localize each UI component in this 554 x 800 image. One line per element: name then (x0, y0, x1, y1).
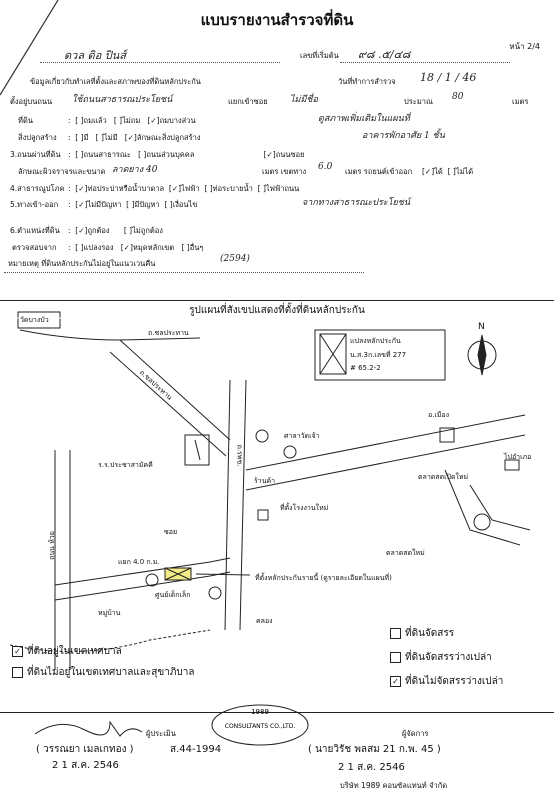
map-legend-line1: แปลงหลักประกัน (350, 337, 401, 345)
map-label-canal: คลอง (256, 617, 273, 625)
legend-checkbox: ✓ (12, 646, 23, 657)
legend-checkbox (390, 652, 401, 663)
stamp-top: 1989 (251, 708, 269, 716)
row4-label: 3.ถนนผ่านที่ดิน (10, 150, 61, 159)
subject-arrow (196, 574, 250, 575)
map-label-factory: ที่ตั้งโรงงานใหม่ (280, 504, 329, 512)
row5-car-label: เมตร รถยนต์เข้าออก (345, 167, 413, 176)
map-label-school: ร.ร.ประชาสามัคคี (98, 461, 153, 469)
surveyor-date: 2 1 ส.ค. 2546 (52, 760, 119, 771)
doc-no-line (340, 62, 510, 63)
stamp-mid: CONSULTANTS CO.,LTD. (224, 723, 296, 730)
manager-name: ( นายวิรัช พลสม 21 ก.พ. 45 ) (308, 744, 441, 755)
row2-label: ที่ดิน (18, 116, 33, 125)
manager-role: ผู้จัดการ (402, 729, 429, 738)
north-arrow (468, 335, 496, 375)
row1-mid-value: ไม่มีชื่อ (290, 95, 318, 105)
map-label-right-a: อ.เมือง (428, 411, 450, 419)
row7-label: 5.ทางเข้า-ออก (10, 200, 59, 209)
row1-dist: 80 (452, 92, 464, 102)
row4-opts: : [ ]ถนนสาธารณะ [ ]ถนนส่วนบุคคล [✓]ถนนซอย (68, 150, 305, 159)
row9-opts: : [ ]แปลงรอง [✓]หมุดหลักเขต [ ]อื่นๆ (68, 243, 204, 252)
row2-value: ดูสภาพเพิ่มเติมในแผนที่ (318, 114, 410, 124)
remarks-line (4, 272, 364, 273)
row7-value: จากทางสาธารณะประโยชน์ (302, 198, 411, 208)
row3-opts: : [ ]มี [ ]ไม่มี [✓]ลักษณะสิ่งปลูกสร้าง (68, 133, 201, 142)
doc-no: ๙๘ .๕/๔๘ (358, 48, 411, 61)
map-legend-line3: # 65.2-2 (350, 364, 381, 372)
road-left (55, 450, 70, 670)
survey-date: 18 / 1 / 46 (420, 71, 477, 84)
doc-no-label: เลขที่เริ่มต้น (300, 51, 339, 60)
owner-line (40, 62, 280, 63)
map-label-subject: ที่ตั้งหลักประกันรายนี้ (ดูรายละเอียดในแผนที่) (255, 574, 392, 582)
row10-value: (2594) (220, 254, 250, 264)
row1-value: ใช้ถนนสาธารณประโยชน์ (72, 95, 173, 105)
legend-left-0: ✓ ที่ดินอยู่ในเขตเทศบาล (12, 644, 122, 659)
row1-dist-label: ประมาณ (404, 97, 433, 106)
map-label-side-left: ถนน ห้วย (47, 531, 56, 560)
row5-width: 6.0 (318, 162, 333, 172)
row10-label: หมายเหตุ ที่ดินหลักประกันไม่อยู่ในแนวเวนคืน (8, 259, 156, 268)
legend-checkbox (390, 628, 401, 639)
row1-unit: เมตร (512, 97, 529, 106)
map-label-road-top: ถ.ชลประทาน (148, 329, 189, 337)
factory-building (258, 510, 268, 520)
row1-mid: แยกเข้าซอย (228, 97, 268, 106)
manager-date: 2 1 ส.ค. 2546 (338, 762, 405, 773)
row1-label: ตั้งอยู่บนถนน (10, 97, 53, 106)
row5-width-label: เมตร เขตทาง (262, 167, 307, 176)
row9-label: ตรวจสอบจาก (12, 243, 57, 252)
map-label-road-v: ถ.รพช. (235, 444, 244, 467)
row5-label: ลักษณะผิวจราจรและขนาด (18, 167, 106, 176)
row3-value: อาคารพักอาศัย 1 ชั้น (362, 131, 445, 141)
surveyor-name: ( วรรณยา เมลเกทอง ) (36, 744, 134, 755)
page-title: แบบรายงานสำรวจที่ดิน (200, 11, 354, 29)
row5-car-opts: [✓]ได้ [ ]ไม่ได้ (422, 167, 474, 176)
owner-name: ดวล ดิอ ปินส์ (64, 49, 127, 62)
map-label-right-b: ไปอำเภอ (504, 453, 532, 461)
legend-right-0: ที่ดินจัดสรร (390, 626, 454, 641)
map-label-road-diag: ถ.ชลประทาน (137, 368, 174, 402)
legend-checkbox (12, 667, 23, 678)
map-label-soi: ซอย (164, 528, 178, 536)
section-heading: ข้อมูลเกี่ยวกับทำเลที่ตั้งและสภาพของที่ดินหลักประกัน (30, 77, 201, 86)
map-label-temple: ศาลาวัดเจ้า (284, 432, 320, 440)
surveyor-signature (30, 712, 150, 742)
company-stamp (210, 700, 310, 750)
row6-opts: : [✓]ท่อประปาหรือน้ำบาดาล [✓]ไฟฟ้า [ ]ท่อระบายน้ำ [ ]ไฟฟ้าถนน (68, 184, 300, 193)
legend-right-2: ✓ ที่ดินไม่จัดสรรว่างเปล่า (390, 674, 503, 689)
company-name: บริษัท 1989 คอนซัลแทนท์ จำกัด (340, 781, 448, 790)
map-label-right-c: ตลาดสดเปิดใหม่ (418, 473, 469, 481)
road-vertical (225, 380, 246, 630)
row8-label: 6.ตำแหน่งที่ดิน (10, 226, 60, 235)
map-label-km: แยก 4.0 ก.ม. (118, 558, 160, 566)
row5-value: ลาดยาง 40 (112, 165, 158, 175)
map-label-top-left-box: วัดบางบัว (20, 316, 49, 324)
surveyor-license: ส.44-1994 (170, 744, 222, 755)
north-label: N (478, 322, 485, 332)
row6-label: 4.สาธารณูปโภค (10, 184, 65, 193)
legend-right-1: ที่ดินจัดสรรว่างเปล่า (390, 650, 492, 665)
surveyor-role: ผู้ประเมิน (146, 729, 176, 738)
row2-opts: : [ ]ถมแล้ว [ ]ไม่ถม [✓]ถมบางส่วน (68, 116, 196, 125)
survey-date-label: วันที่ทำการสำรวจ (338, 77, 396, 86)
row3-label: สิ่งปลูกสร้าง (18, 133, 57, 142)
legend-checkbox: ✓ (390, 676, 401, 687)
map-label-center: ศูนย์เด็กเล็ก (155, 591, 191, 599)
page-number: หน้า 2/4 (509, 42, 540, 51)
map-label-shop: ร้านค้า (254, 477, 276, 485)
map-label-market: ตลาดสดใหม่ (386, 549, 425, 557)
row8-opts: : [✓]ถูกต้อง [ ]ไม่ถูกต้อง (68, 226, 163, 235)
map-legend-line2: น.ส.3ก.เลขที่ 277 (350, 351, 407, 359)
map-heading: รูปแผนที่สังเขปแสดงที่ตั้งที่ดินหลักประกัน (189, 305, 365, 316)
legend-left-1: ที่ดินไม่อยู่ในเขตเทศบาลและสุขาภิบาล (12, 665, 195, 680)
map-label-village: หมู่บ้าน (98, 609, 121, 617)
row7-opts: : [✓]ไม่มีปัญหา [ ]มีปัญหา [ ]เงื่อนไข (68, 200, 198, 209)
